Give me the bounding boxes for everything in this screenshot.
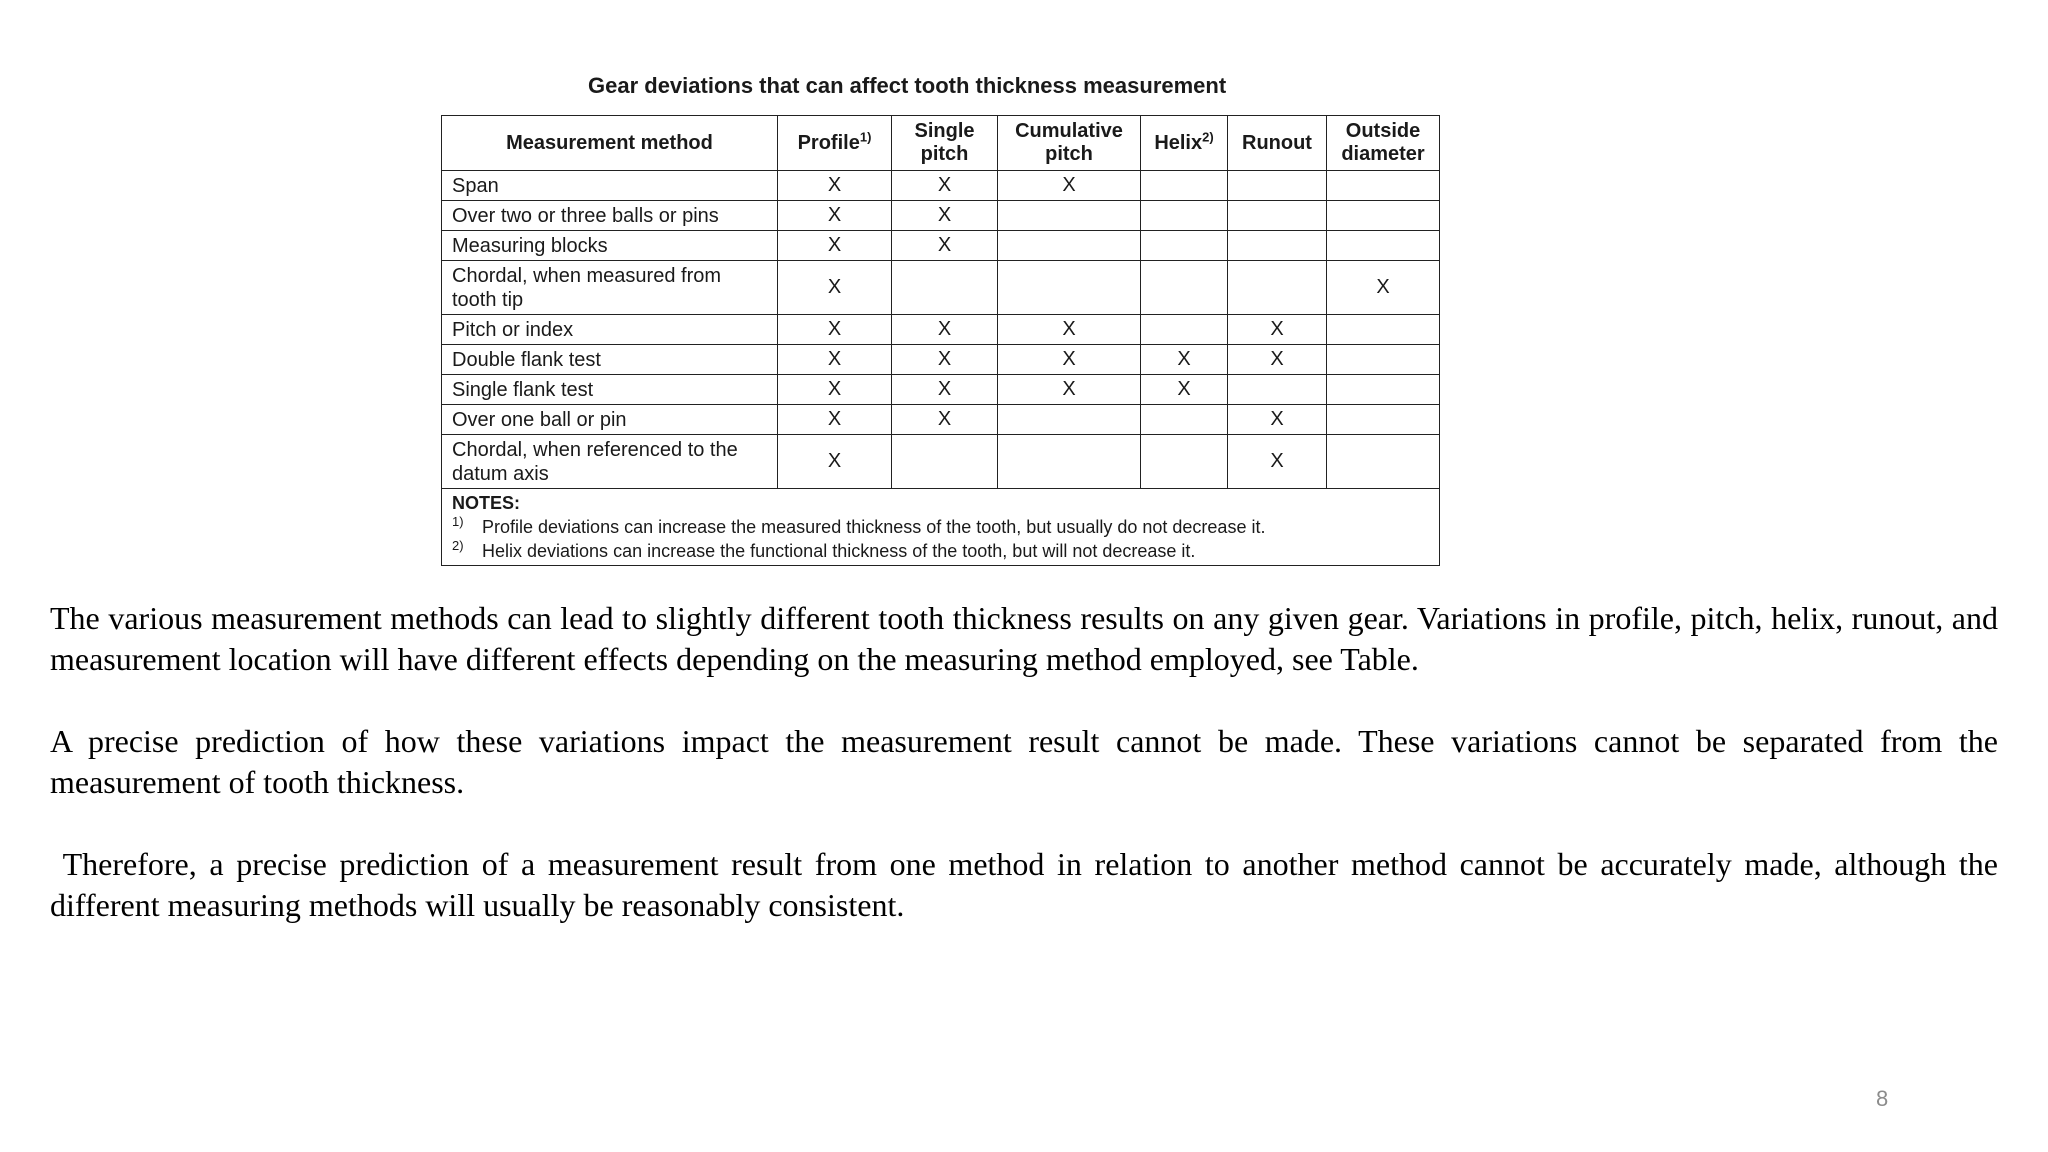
cell-outside-diameter bbox=[1327, 231, 1440, 261]
body-paragraph: A precise prediction of how these variations impact the measurement result cannot be made. These variations cannot be separated from the measurement of tooth thickness. bbox=[50, 723, 1998, 800]
table-row bbox=[442, 171, 1440, 201]
header-cumulative-pitch-line2: pitch bbox=[1045, 143, 1093, 165]
cell-method bbox=[442, 261, 778, 315]
cell-helix: X bbox=[1141, 345, 1228, 375]
cell-single-pitch bbox=[892, 435, 998, 489]
cell-method: Over two or three balls or pins bbox=[442, 201, 778, 231]
cell-helix bbox=[1141, 315, 1228, 345]
cell-single-pitch: X bbox=[892, 171, 998, 201]
header-outside-diameter-line1: Outside bbox=[1345, 120, 1421, 142]
cell-runout bbox=[1228, 231, 1327, 261]
header-outside-diameter-line2: diameter bbox=[1341, 143, 1425, 165]
table-header-row bbox=[442, 116, 1440, 171]
cell-runout bbox=[1228, 375, 1327, 405]
cell-cumulative-pitch: X bbox=[998, 171, 1141, 201]
cell-cumulative-pitch: X bbox=[998, 375, 1141, 405]
cell-runout: X bbox=[1228, 405, 1327, 435]
cell-profile: X bbox=[778, 261, 892, 315]
cell-cumulative-pitch bbox=[998, 405, 1141, 435]
cell-profile: X bbox=[778, 375, 892, 405]
cell-outside-diameter bbox=[1327, 171, 1440, 201]
cell-helix bbox=[1141, 231, 1228, 261]
table-row bbox=[442, 261, 1440, 315]
note-item bbox=[452, 515, 1429, 539]
cell-outside-diameter bbox=[1327, 405, 1440, 435]
cell-helix bbox=[1141, 171, 1228, 201]
cell-single-pitch: X bbox=[892, 231, 998, 261]
header-helix-footnote: 2) bbox=[1202, 128, 1214, 144]
header-cumulative-pitch-line1: Cumulative bbox=[1015, 120, 1123, 142]
cell-helix bbox=[1141, 261, 1228, 315]
cell-cumulative-pitch bbox=[998, 231, 1141, 261]
cell-outside-diameter bbox=[1327, 435, 1440, 489]
cell-method: Measuring blocks bbox=[442, 231, 778, 261]
table-row bbox=[442, 375, 1440, 405]
cell-single-pitch: X bbox=[892, 405, 998, 435]
note-number: 1) bbox=[452, 514, 464, 529]
header-single-pitch-line1: Single bbox=[914, 120, 975, 142]
cell-runout: X bbox=[1228, 435, 1327, 489]
cell-outside-diameter bbox=[1327, 315, 1440, 345]
cell-method-line2: tooth tip bbox=[452, 288, 524, 311]
table-row bbox=[442, 315, 1440, 345]
cell-helix bbox=[1141, 201, 1228, 231]
header-runout: Runout bbox=[1228, 116, 1327, 171]
table-row bbox=[442, 405, 1440, 435]
cell-runout: X bbox=[1228, 345, 1327, 375]
cell-cumulative-pitch bbox=[998, 435, 1141, 489]
cell-cumulative-pitch bbox=[998, 261, 1141, 315]
header-profile-footnote: 1) bbox=[859, 128, 872, 144]
cell-method: Double flank test bbox=[442, 345, 778, 375]
header-outside-diameter bbox=[1327, 116, 1440, 171]
table-row bbox=[442, 345, 1440, 375]
cell-single-pitch: X bbox=[892, 375, 998, 405]
cell-method: Single flank test bbox=[442, 375, 778, 405]
body-paragraph: The various measurement methods can lead to slightly different tooth thickness results on any given gear. Variations in profile, pitch, helix, runout, and measurement location will have different effects depending on the measuring method employed, see Table. bbox=[50, 600, 1998, 677]
cell-cumulative-pitch: X bbox=[998, 345, 1141, 375]
cell-profile: X bbox=[778, 345, 892, 375]
cell-single-pitch: X bbox=[892, 345, 998, 375]
cell-method-line1: Chordal, when referenced to the bbox=[452, 438, 738, 461]
cell-single-pitch: X bbox=[892, 201, 998, 231]
cell-profile: X bbox=[778, 405, 892, 435]
cell-outside-diameter: X bbox=[1327, 261, 1440, 315]
cell-method: Pitch or index bbox=[442, 315, 778, 345]
cell-runout: X bbox=[1228, 315, 1327, 345]
cell-profile: X bbox=[778, 171, 892, 201]
cell-helix: X bbox=[1141, 375, 1228, 405]
note-text: Profile deviations can increase the measured thickness of the tooth, but usually do not decrease it. bbox=[482, 517, 1266, 537]
cell-profile: X bbox=[778, 315, 892, 345]
cell-method bbox=[442, 435, 778, 489]
header-profile bbox=[778, 116, 892, 171]
table-row bbox=[442, 201, 1440, 231]
cell-cumulative-pitch bbox=[998, 201, 1141, 231]
header-helix bbox=[1141, 116, 1228, 171]
table-row bbox=[442, 231, 1440, 261]
cell-method-line1: Chordal, when measured from bbox=[452, 264, 722, 287]
cell-runout bbox=[1228, 261, 1327, 315]
cell-helix bbox=[1141, 435, 1228, 489]
cell-outside-diameter bbox=[1327, 345, 1440, 375]
cell-outside-diameter bbox=[1327, 201, 1440, 231]
gear-deviation-table bbox=[441, 115, 1440, 566]
cell-runout bbox=[1228, 171, 1327, 201]
page-number: 8 bbox=[1876, 1086, 1889, 1111]
header-single-pitch-line2: pitch bbox=[920, 143, 969, 165]
header-helix-label: Helix bbox=[1154, 131, 1203, 154]
cell-outside-diameter bbox=[1327, 375, 1440, 405]
cell-method-line2: datum axis bbox=[452, 462, 549, 485]
header-measurement-method: Measurement method bbox=[442, 116, 778, 171]
cell-runout bbox=[1228, 201, 1327, 231]
note-item bbox=[452, 539, 1429, 563]
notes-heading: NOTES: bbox=[452, 493, 521, 513]
table-notes bbox=[442, 489, 1440, 566]
cell-cumulative-pitch: X bbox=[998, 315, 1141, 345]
cell-method: Over one ball or pin bbox=[442, 405, 778, 435]
cell-single-pitch: X bbox=[892, 315, 998, 345]
header-cumulative-pitch bbox=[998, 116, 1141, 171]
cell-single-pitch bbox=[892, 261, 998, 315]
header-single-pitch bbox=[892, 116, 998, 171]
cell-profile: X bbox=[778, 435, 892, 489]
table-title: Gear deviations that can affect tooth thickness measurement bbox=[588, 73, 1227, 98]
note-number: 2) bbox=[452, 538, 464, 553]
table-notes-row bbox=[442, 489, 1440, 566]
cell-profile: X bbox=[778, 231, 892, 261]
cell-method: Span bbox=[442, 171, 778, 201]
cell-helix bbox=[1141, 405, 1228, 435]
note-text: Helix deviations can increase the functional thickness of the tooth, but will not decrease it. bbox=[482, 541, 1196, 561]
cell-profile: X bbox=[778, 201, 892, 231]
table-row bbox=[442, 435, 1440, 489]
body-paragraph: Therefore, a precise prediction of a measurement result from one method in relation to another method cannot be accurately made, although the different measuring methods will usually be reasonably consistent. bbox=[50, 846, 2007, 923]
header-profile-label: Profile bbox=[797, 131, 860, 154]
